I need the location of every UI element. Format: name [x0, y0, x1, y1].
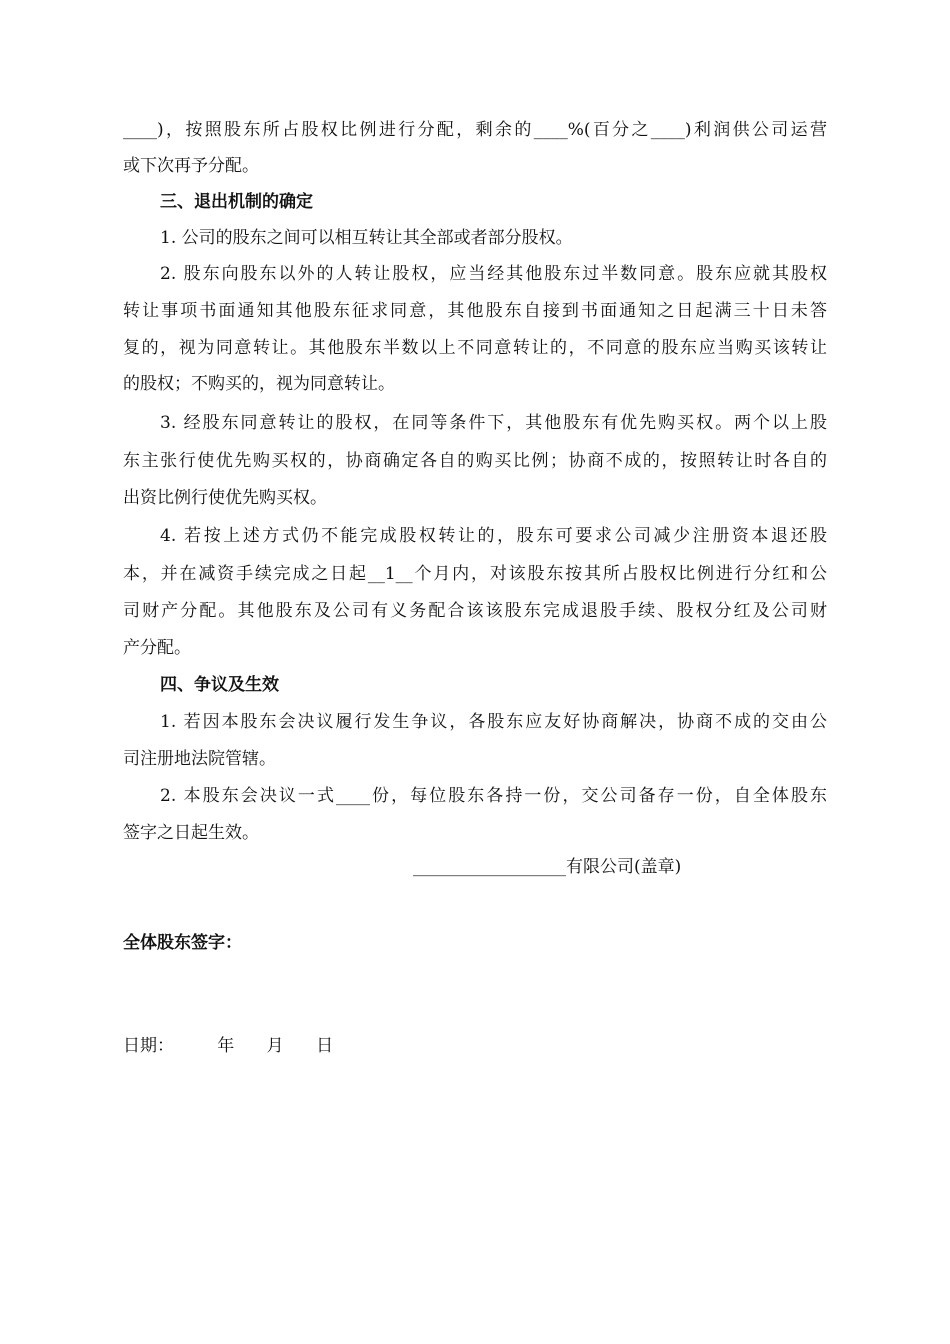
body-text-line: 本，并在减资手续完成之日起__1__个月内，对该股东按其所占股权比例进行分红和公	[123, 564, 827, 584]
date-line: 日期： 年 月 日	[123, 1036, 334, 1056]
body-text-line: 复的，视为同意转让。其他股东半数以上不同意转让的，不同意的股东应当购买该转让	[123, 338, 827, 358]
body-text-line: 2. 本股东会决议一式____份，每位股东各持一份，交公司备存一份，自全体股东	[160, 786, 827, 806]
body-text-line: 1. 若因本股东会决议履行发生争议，各股东应友好协商解决，协商不成的交由公	[160, 712, 827, 732]
body-text-line: 转让事项书面通知其他股东征求同意，其他股东自接到书面通知之日起满三十日未答	[123, 301, 827, 321]
body-text-line: 2. 股东向股东以外的人转让股权，应当经其他股东过半数同意。股东应就其股权	[160, 264, 827, 284]
body-text-line: 产分配。	[123, 638, 191, 658]
body-text-line: 东主张行使优先购买权的，协商确定各自的购买比例；协商不成的，按照转让时各自的	[123, 451, 827, 471]
section-heading: 三、退出机制的确定	[160, 192, 313, 212]
body-text-line: 出资比例行使优先购买权。	[123, 488, 327, 508]
body-text-line: 4. 若按上述方式仍不能完成股权转让的，股东可要求公司减少注册资本退还股	[160, 526, 827, 546]
shareholder-signature-label: 全体股东签字：	[123, 933, 242, 953]
body-text-line: 3. 经股东同意转让的股权，在同等条件下，其他股东有优先购买权。两个以上股	[160, 413, 827, 433]
body-text-line: ____)，按照股东所占股权比例进行分配，剩余的____%(百分之____)利润供公司运营	[123, 120, 827, 140]
body-text-line: 司财产分配。其他股东及公司有义务配合该该股东完成退股手续、股权分红及公司财	[123, 601, 827, 621]
body-text-line: 签字之日起生效。	[123, 823, 259, 843]
body-text-line: 司注册地法院管辖。	[123, 749, 276, 769]
section-heading: 四、争议及生效	[160, 675, 279, 695]
company-seal-line: __________________有限公司(盖章)	[413, 857, 682, 877]
body-text-line: 的股权；不购买的，视为同意转让。	[123, 374, 395, 394]
body-text-line: 或下次再予分配。	[123, 156, 259, 176]
body-text-line: 1. 公司的股东之间可以相互转让其全部或者部分股权。	[160, 228, 573, 248]
